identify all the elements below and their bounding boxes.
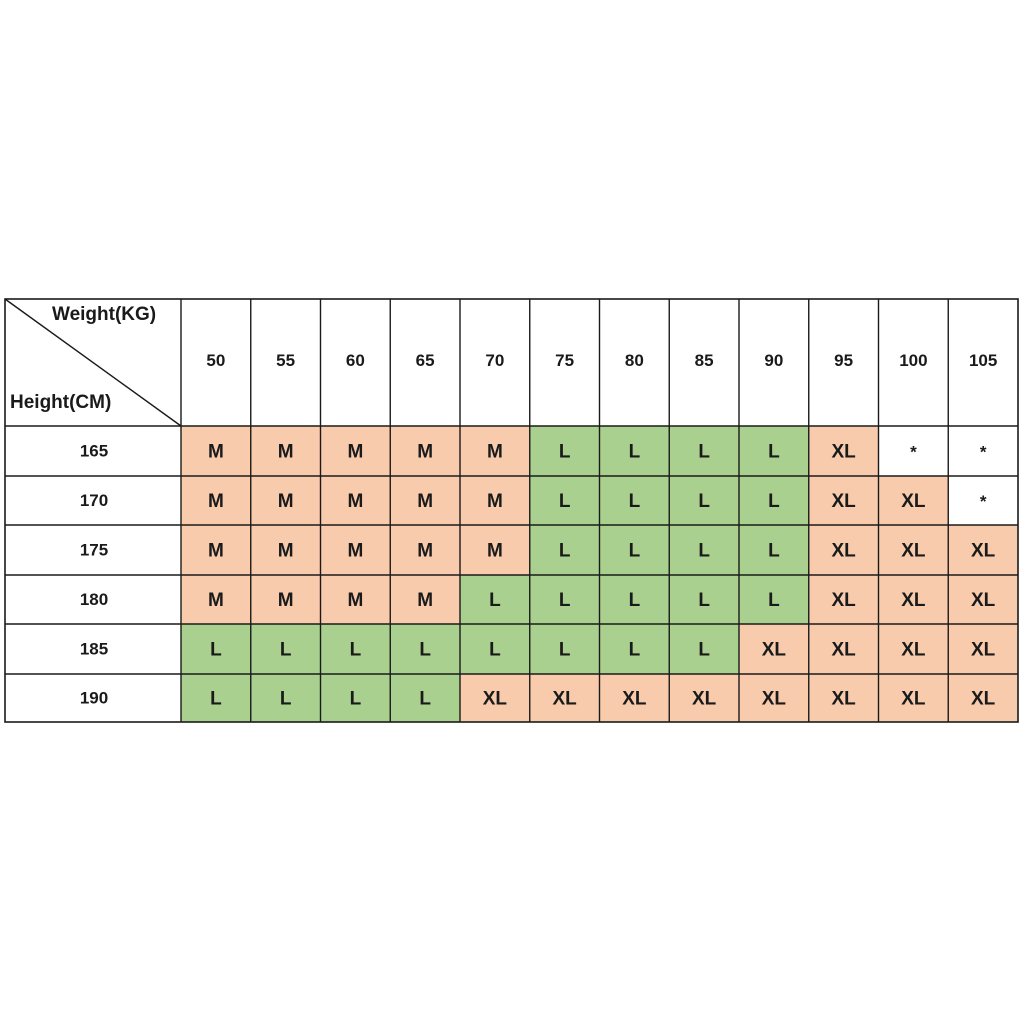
size-cell-label: L: [698, 590, 710, 611]
size-cell-label: M: [277, 441, 294, 463]
weight-header: 85: [694, 351, 714, 370]
weight-header: 50: [206, 351, 226, 370]
size-cell-label: L: [279, 639, 292, 661]
size-cell-label: M: [277, 540, 294, 562]
size-cell-label: L: [489, 590, 501, 611]
size-cell-label: XL: [831, 639, 856, 661]
size-cell-label: M: [347, 491, 364, 512]
size-cell-label: *: [910, 442, 917, 462]
size-cell-label: XL: [761, 688, 787, 710]
size-cell-label: L: [210, 639, 222, 661]
weight-header: 55: [276, 351, 296, 370]
size-cell-label: M: [207, 590, 224, 611]
weight-header: 100: [899, 351, 928, 370]
weight-header: 65: [415, 351, 435, 370]
size-cell-label: *: [979, 492, 987, 511]
size-cell-label: M: [347, 441, 364, 463]
size-cell-label: L: [628, 441, 641, 463]
size-cell-label: L: [628, 540, 641, 562]
weight-header: 80: [624, 351, 644, 370]
weight-header: 75: [555, 351, 575, 370]
weight-header: 105: [968, 351, 998, 370]
size-cell-label: M: [207, 540, 224, 562]
size-cell-label: L: [768, 491, 780, 512]
size-cell-label: *: [979, 442, 987, 462]
size-cell-label: L: [768, 590, 780, 611]
size-cell-label: L: [210, 688, 222, 710]
size-cell-label: L: [419, 639, 431, 661]
size-cell-label: XL: [482, 688, 508, 710]
size-cell-label: M: [207, 491, 224, 512]
size-cell-label: XL: [901, 688, 926, 710]
size-cell-label: L: [279, 688, 292, 710]
height-label: 175: [79, 540, 109, 560]
weight-header: 90: [764, 351, 784, 370]
size-cell-label: L: [768, 540, 780, 562]
height-label: 185: [79, 639, 109, 659]
size-cell-label: M: [417, 491, 434, 512]
size-cell-label: L: [628, 491, 641, 512]
weight-header: 70: [485, 351, 505, 370]
size-cell-label: XL: [761, 639, 787, 661]
size-cell-label: L: [628, 590, 641, 611]
size-cell-label: L: [698, 441, 710, 463]
size-cell-label: L: [558, 540, 571, 562]
size-cell-label: L: [698, 491, 710, 512]
size-cell-label: M: [347, 590, 364, 611]
size-cell-label: XL: [831, 688, 856, 710]
height-label: 190: [79, 688, 109, 708]
size-cell-label: XL: [970, 590, 996, 611]
size-cell-label: XL: [970, 639, 996, 661]
size-cell-label: L: [489, 639, 501, 661]
size-cell-label: XL: [622, 688, 647, 710]
size-cell-label: XL: [831, 590, 856, 611]
row-axis-label: Height(CM): [10, 392, 112, 413]
size-cell-label: M: [417, 590, 434, 611]
size-cell-label: XL: [831, 540, 856, 562]
size-cell-label: XL: [831, 441, 856, 463]
size-cell-label: L: [419, 688, 431, 710]
height-label: 165: [79, 441, 109, 461]
size-cell-label: L: [698, 540, 710, 562]
size-cell-label: M: [417, 540, 434, 562]
weight-header: 60: [345, 351, 365, 370]
size-cell-label: L: [558, 590, 571, 611]
size-cell-label: M: [486, 491, 503, 512]
size-cell-label: M: [486, 441, 503, 463]
size-cell-label: XL: [901, 590, 926, 611]
size-cell-label: XL: [831, 491, 856, 512]
size-cell-label: XL: [901, 491, 926, 512]
size-cell-label: XL: [970, 540, 996, 562]
size-cell-label: L: [558, 441, 571, 463]
height-label: 180: [79, 590, 109, 609]
size-cell-label: L: [768, 441, 780, 463]
size-cell-label: M: [277, 491, 294, 512]
size-cell-label: M: [277, 590, 294, 611]
column-axis-label: Weight(KG): [52, 304, 157, 325]
size-cell-label: XL: [552, 688, 577, 710]
weight-header: 95: [834, 351, 854, 370]
size-cell-label: XL: [691, 688, 717, 710]
size-cell-label: M: [207, 441, 224, 463]
size-cell-label: L: [349, 688, 362, 710]
size-cell-label: L: [558, 491, 571, 512]
size-cell-label: L: [558, 639, 571, 661]
size-cell-label: L: [349, 639, 362, 661]
size-cell-label: L: [698, 639, 710, 661]
height-label: 170: [79, 491, 109, 510]
size-cell-label: XL: [901, 639, 926, 661]
size-cell-label: XL: [970, 688, 996, 710]
size-cell-label: M: [417, 441, 434, 463]
size-cell-label: M: [347, 540, 364, 562]
size-cell-label: XL: [901, 540, 926, 562]
size-cell-label: L: [628, 639, 641, 661]
size-cell-label: M: [486, 540, 503, 562]
